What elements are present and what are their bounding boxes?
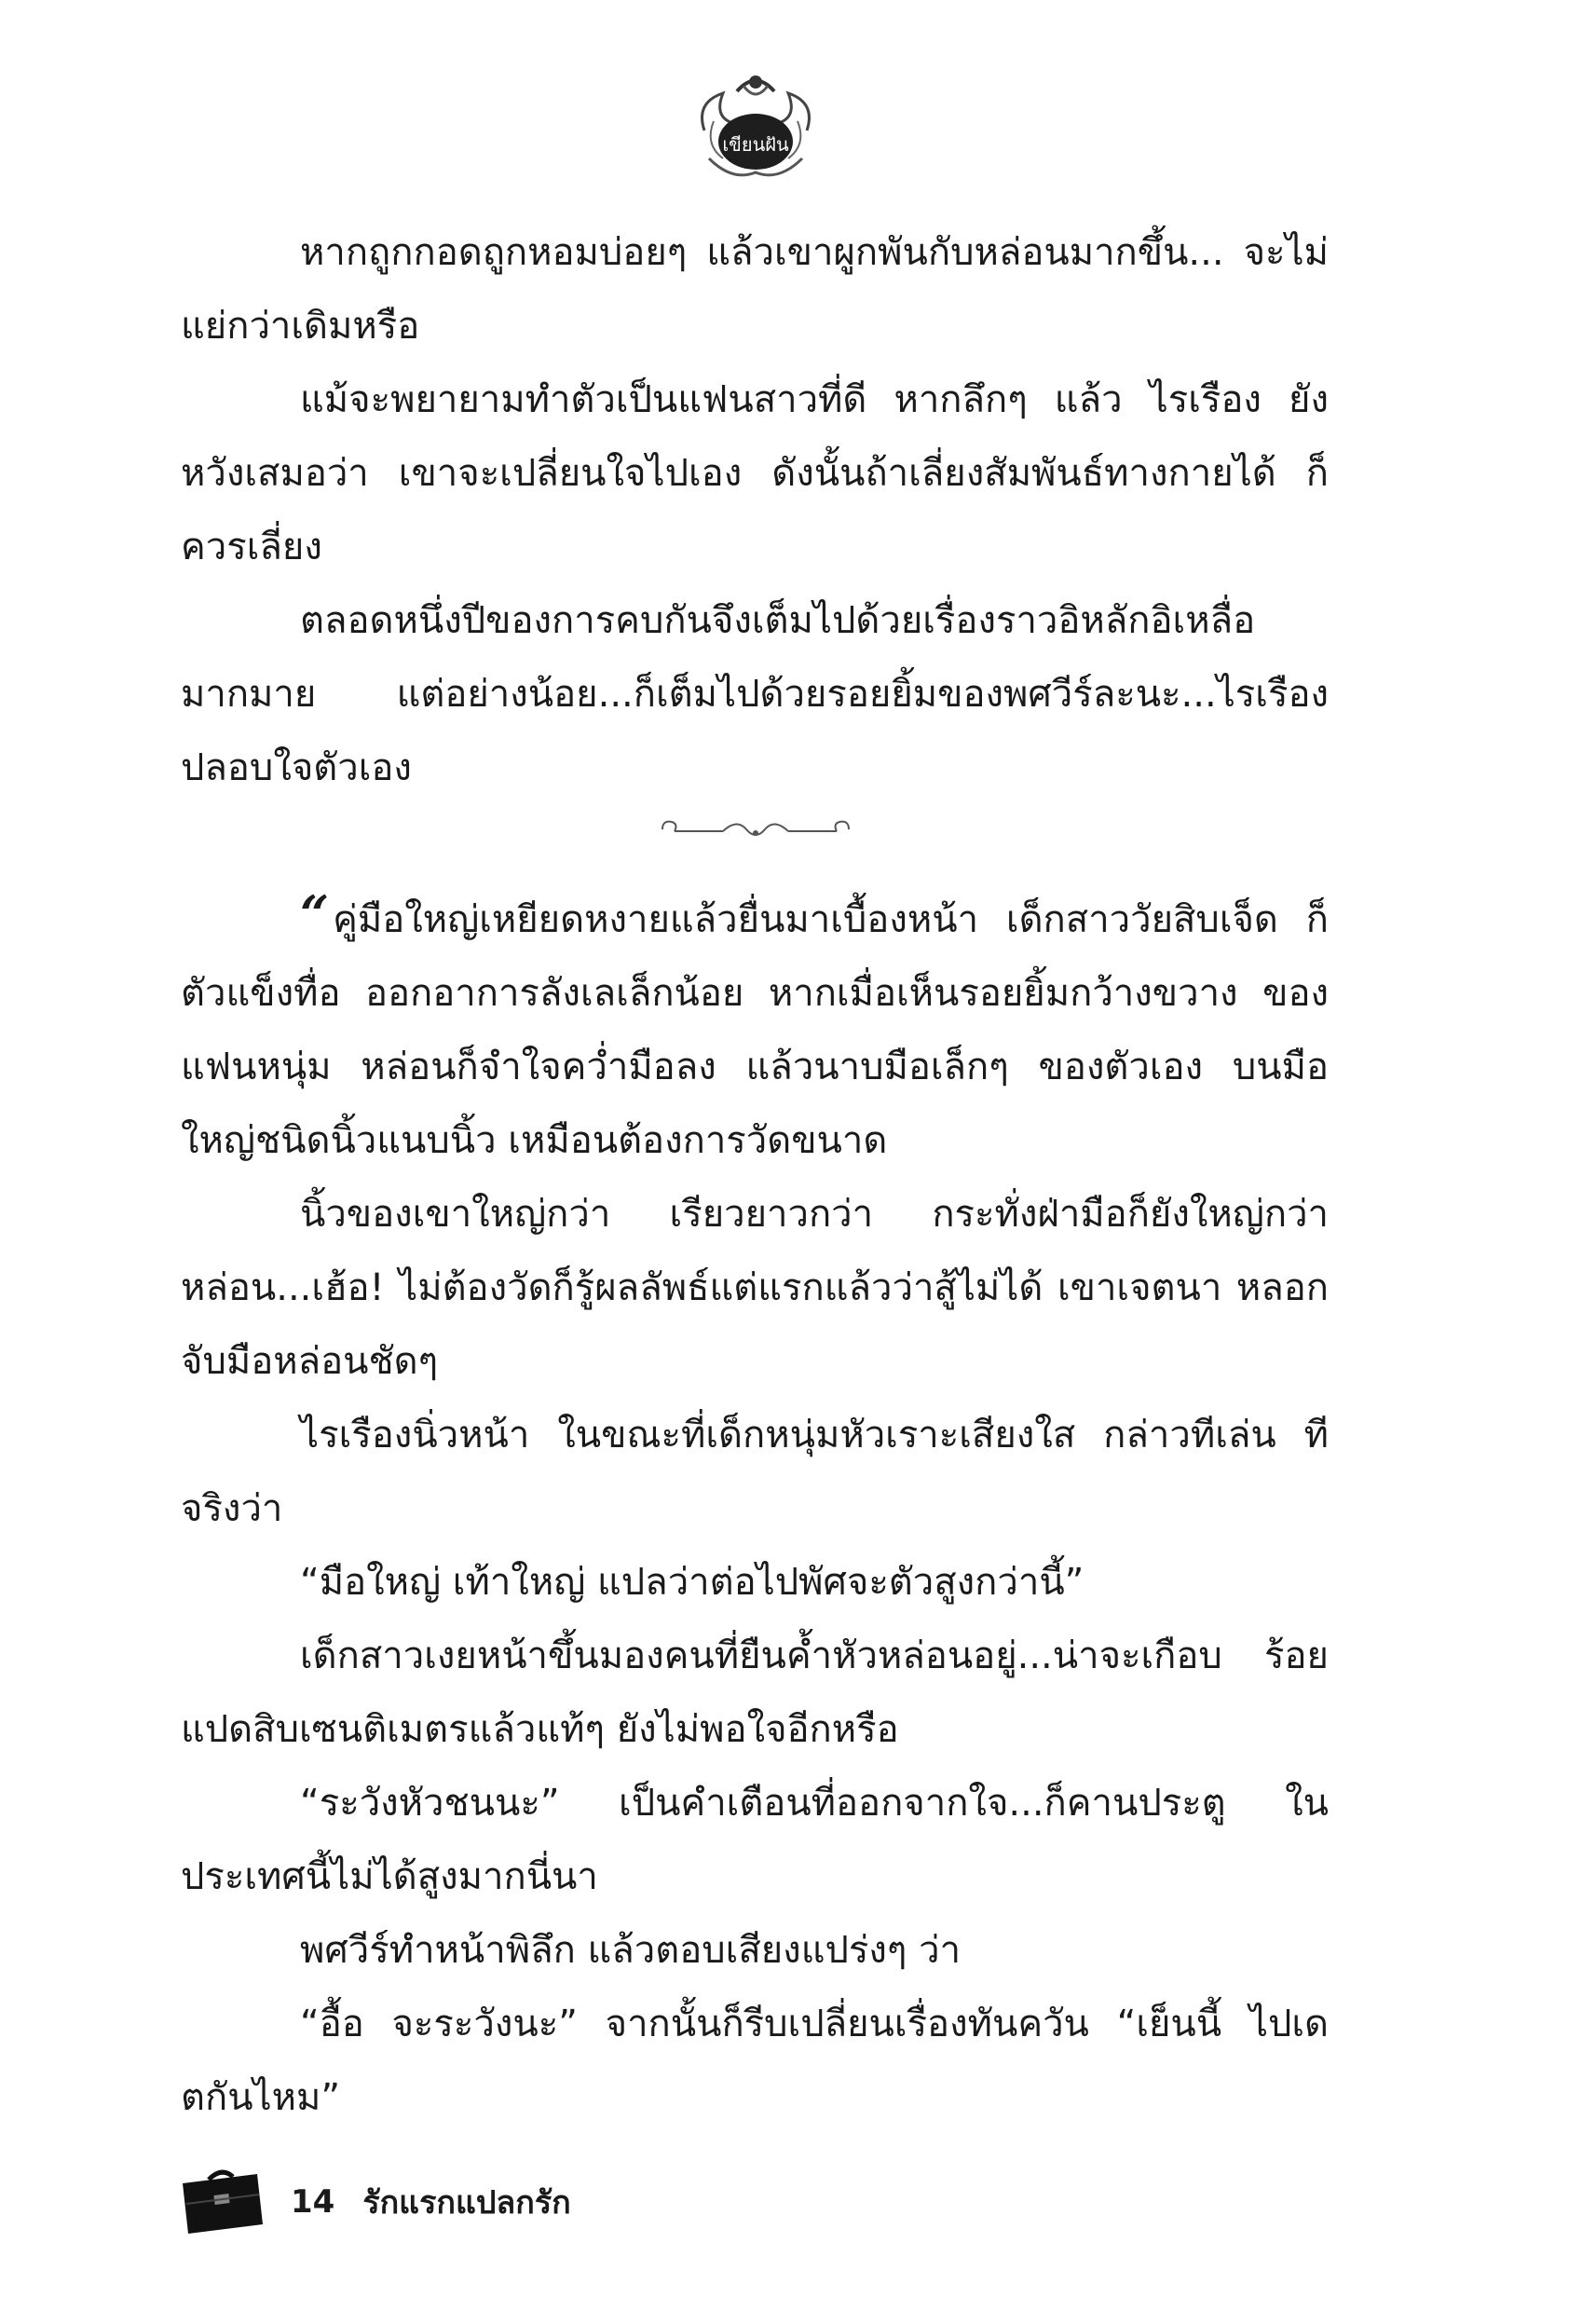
opening-quote-mark: “ xyxy=(300,884,330,944)
paragraph: “ระวังหัวชนนะ” เป็นคำเตือนที่ออกจากใจ...ก็คานประตู ในประเทศนี้ไม่ได้สูงมากนี่นา xyxy=(181,1782,1329,1898)
paragraph: ตลอดหนึ่งปีของการคบกันจึงเต็มไปด้วยเรื่องราวอิหลักอิเหลื่อ มากมาย แต่อย่างน้อย...ก็เต็มไปด้วยรอยยิ้มของพศวีร์ละนะ...ไรเรือง ปลอบใจตัวเอง xyxy=(181,599,1329,789)
page-number: 14 xyxy=(291,2183,335,2221)
page-footer xyxy=(177,2160,736,2244)
paragraph: “อื้อ จะระวังนะ” จากนั้นก็รีบเปลี่ยนเรื่องทันควัน “เย็นนี้ ไปเดตกันไหม” xyxy=(181,2003,1329,2119)
paragraph: แม้จะพยายามทำตัวเป็นแฟนสาวที่ดี หากลึกๆ แล้ว ไรเรือง ยังหวังเสมอว่า เขาจะเปลี่ยนใจไปเอง ดังนั้นถ้าเลี่ยงสัมพันธ์ทางกายได้ ก็ควรเลี่ยง xyxy=(181,378,1329,568)
paragraph-opening xyxy=(181,883,1329,1178)
paragraph: หากถูกกอดถูกหอมบ่อยๆ แล้วเขาผูกพันกับหล่อนมากขึ้น... จะไม่แย่กว่าเดิมหรือ xyxy=(181,231,1329,348)
paragraph: นิ้วของเขาใหญ่กว่า เรียวยาวกว่า กระทั่งฝ่ามือก็ยังใหญ่กว่า หล่อน...เฮ้อ! ไม่ต้องวัดก็รู้ผลลัพธ์แต่แรกแล้วว่าสู้ไม่ได้ เขาเจตนา หลอกจับมือหล่อนชัดๆ xyxy=(181,1193,1329,1383)
text-block-2 xyxy=(181,883,1329,2135)
paragraph: เด็กสาวเงยหน้าขึ้นมองคนที่ยืนค้ำหัวหล่อนอยู่...น่าจะเกือบ ร้อยแปดสิบเซนติเมตรแล้วแท้ๆ ยังไม่พอใจอีกหรือ xyxy=(181,1634,1329,1751)
text-block-1 xyxy=(181,216,1329,805)
scroll-flourish-icon xyxy=(658,809,853,846)
paragraph: ไรเรืองนิ่วหน้า ในขณะที่เด็กหนุ่มหัวเราะเสียงใส กล่าวทีเล่น ทีจริงว่า xyxy=(181,1414,1329,1530)
book-title: รักแรกแปลกรัก xyxy=(362,2184,571,2222)
publisher-logo xyxy=(686,65,825,186)
paragraph-text: คู่มือใหญ่เหยียดหงายแล้วยื่นมาเบื้องหน้า เด็กสาววัยสิบเจ็ด ก็ตัวแข็งทื่อ ออกอาการลังเลเล็กน้อย หากเมื่อเห็นรอยยิ้มกว้างขวาง ของแฟนหนุ่ม หล่อนก็จำใจคว่ำมือลง แล้วนาบมือเล็กๆ ของตัวเอง บนมือใหญ่ชนิดนิ้วแนบนิ้ว เหมือนต้องการวัดขนาด xyxy=(181,898,1329,1162)
logo-text: เขียนฝัน xyxy=(722,133,789,156)
paragraph: พศวีร์ทำหน้าพิลึก แล้วตอบเสียงแปร่งๆ ว่า xyxy=(300,1929,962,1972)
paragraph: “มือใหญ่ เท้าใหญ่ แปลว่าต่อไปพัศจะตัวสูงกว่านี้” xyxy=(300,1561,1084,1604)
book-bag-icon xyxy=(177,2167,266,2237)
ornamental-crest-icon xyxy=(686,65,825,186)
